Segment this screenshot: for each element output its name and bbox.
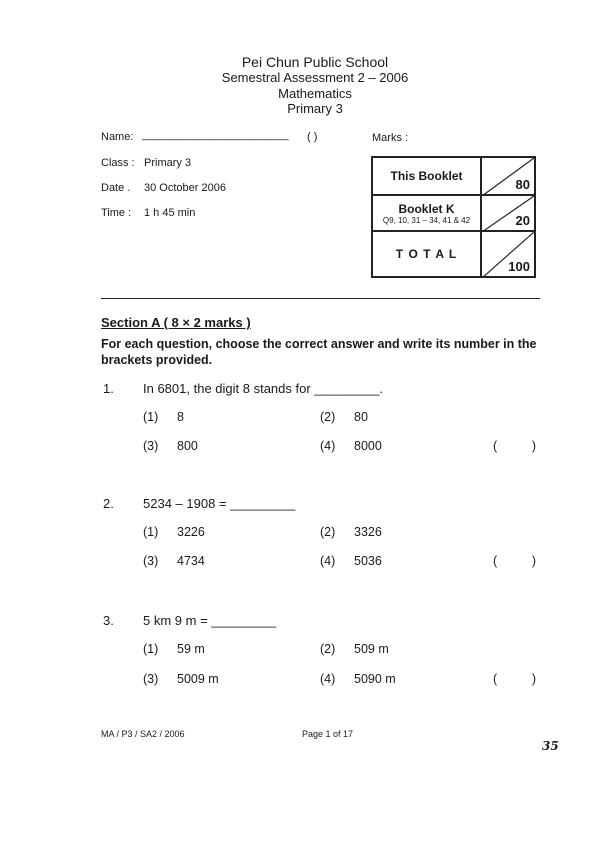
booklet-questions: Q9, 10, 31 – 34, 41 & 42	[382, 215, 471, 225]
option-value: 509 m	[354, 642, 389, 656]
total-label: T O T A L	[395, 247, 458, 261]
option-number: (3)	[143, 554, 159, 568]
marks-row	[372, 231, 535, 277]
level: Primary 3	[287, 101, 343, 116]
score-value: 20	[515, 213, 530, 228]
question-text: In 6801, the digit 8 stands for _________.	[143, 381, 383, 396]
option-number: (2)	[320, 410, 336, 424]
option-value: 3326	[354, 525, 382, 539]
option-number: (1)	[143, 525, 159, 539]
option-value: 80	[354, 410, 368, 424]
school-name: Pei Chun Public School	[241, 54, 389, 70]
option-value: 59 m	[177, 642, 205, 656]
answer-brackets[interactable]: ( )	[493, 439, 537, 453]
option-value: 5090 m	[354, 672, 396, 686]
option-number: (2)	[320, 642, 336, 656]
subject: Mathematics	[278, 86, 352, 101]
score-cell	[481, 157, 535, 195]
marks-label: Marks :	[372, 132, 409, 144]
section-instruction: For each question, choose the correct answer and write its number in the brackets provided.	[101, 337, 537, 367]
marks-row-label	[372, 195, 481, 231]
question-number: 1.	[103, 381, 114, 396]
option-number: (4)	[320, 554, 336, 568]
option-value: 5009 m	[177, 672, 219, 686]
register-number-brackets: ( )	[307, 131, 318, 143]
page-number: Page 1 of 17	[302, 729, 354, 739]
class-value: Primary 3	[144, 157, 192, 169]
booklet-label: This Booklet	[390, 169, 463, 183]
booklet-label: Booklet K	[398, 201, 455, 216]
score-cell	[481, 195, 535, 231]
option-value: 4734	[177, 554, 205, 568]
option-number: (1)	[143, 642, 159, 656]
question-text: 5234 – 1908 = _________	[143, 496, 296, 511]
handwritten-mark: 35	[542, 739, 559, 753]
marks-row	[372, 157, 535, 195]
question-number: 3.	[103, 613, 114, 628]
option-value: 8000	[354, 439, 382, 453]
option-value: 5036	[354, 554, 382, 568]
date-value: 30 October 2006	[144, 182, 226, 194]
divider	[101, 298, 540, 299]
option-number: (4)	[320, 672, 336, 686]
score-value: 80	[515, 177, 530, 192]
time-value: 1 h 45 min	[144, 207, 196, 219]
marks-table	[371, 156, 536, 278]
section-title: Section A ( 8 × 2 marks )	[101, 315, 251, 330]
option-value: 800	[177, 439, 198, 453]
marks-row-label	[372, 157, 481, 195]
marks-row-label	[372, 231, 481, 277]
option-value: 3226	[177, 525, 205, 539]
date-label: Date .	[101, 182, 131, 194]
time-label: Time :	[101, 207, 132, 219]
score-cell	[481, 231, 535, 277]
name-field[interactable]: __________________________	[142, 129, 289, 141]
assessment-title: Semestral Assessment 2 – 2006	[221, 70, 409, 85]
answer-brackets[interactable]: ( )	[493, 672, 537, 686]
marks-row	[372, 195, 535, 231]
paper-code: MA / P3 / SA2 / 2006	[101, 729, 185, 739]
class-label: Class :	[101, 157, 135, 169]
option-number: (2)	[320, 525, 336, 539]
option-number: (3)	[143, 439, 159, 453]
answer-brackets[interactable]: ( )	[493, 554, 537, 568]
option-value: 8	[177, 410, 184, 424]
question-text: 5 km 9 m = _________	[143, 613, 277, 628]
name-label: Name:	[101, 131, 134, 143]
option-number: (3)	[143, 672, 159, 686]
option-number: (4)	[320, 439, 336, 453]
score-value: 100	[508, 259, 530, 274]
question-number: 2.	[103, 496, 114, 511]
option-number: (1)	[143, 410, 159, 424]
